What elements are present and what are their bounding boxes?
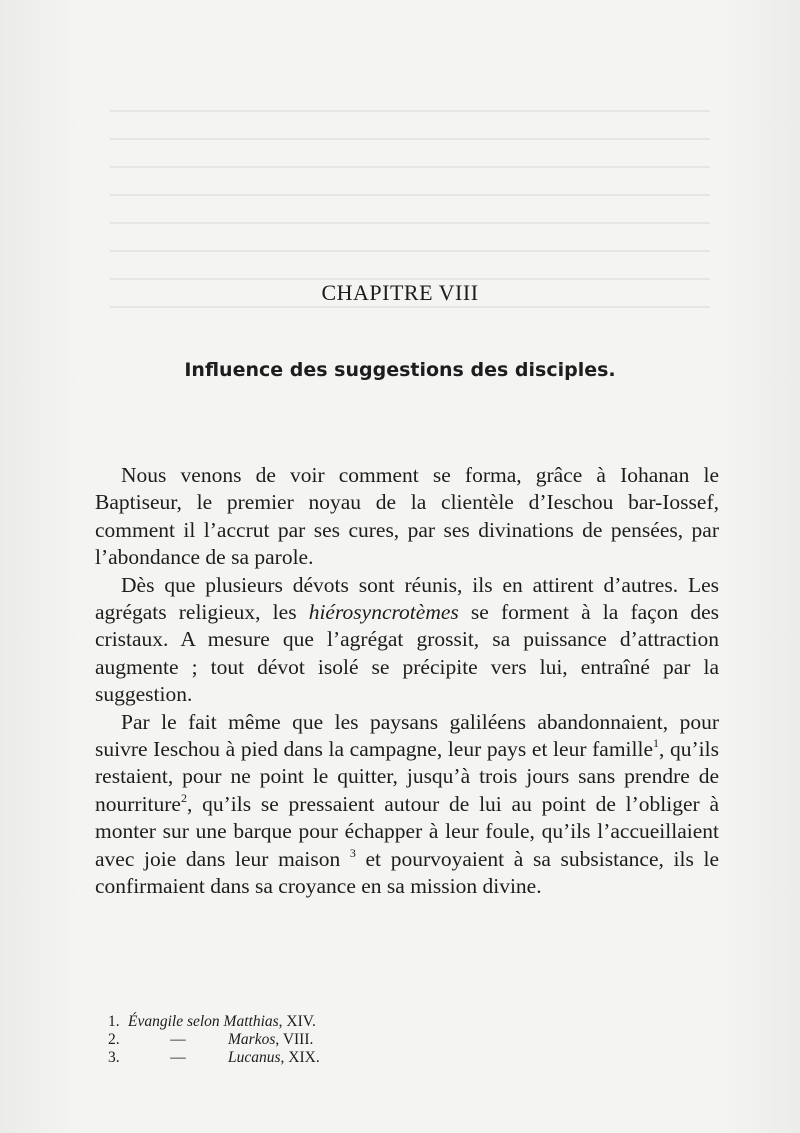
chapter-heading: CHAPITRE VIII: [321, 280, 479, 305]
paragraph-1: Nous venons de voir comment se forma, grâce à Iohanan le Baptiseur, le premier noyau de la clientèle d’Ieschou bar-Iossef, comment il l’accrut par ses cures, par ses divinations de pensées, par l’abondance de sa parole.: [95, 463, 719, 570]
ditto-dash: —: [170, 1031, 186, 1048]
footnote-ref-3: 3: [349, 845, 356, 860]
footnote-2: [108, 1031, 408, 1049]
paragraph-3-text-c: , qu’ils se pressaient autour de lui au point de l’obliger à monter sur une barque pour échapper à leur foule, qu’ils l’accueillaient avec joie dans leur maison: [95, 791, 719, 871]
paragraph-2-text-a: Dès que plusieurs dévots sont réunis, ils en attirent d’autres. Les agrégats religieux, les: [95, 572, 719, 625]
footnote-ref-2: 2: [180, 790, 187, 805]
footnote-source: Lucanus: [228, 1049, 281, 1066]
footnote-ref-1: 1: [653, 735, 660, 750]
footnote-source: Markos: [228, 1031, 276, 1048]
paragraph-2: [95, 572, 719, 709]
footnote-reference: , XIX.: [280, 1049, 320, 1066]
footnote-number: 3.: [108, 1049, 120, 1066]
footnote-number: 2.: [108, 1031, 120, 1048]
footnote-3: [108, 1049, 408, 1067]
footnote-source: Évangile selon Matthias: [128, 1013, 279, 1030]
footnotes: [108, 1013, 408, 1067]
paragraph-2-italic-term: hiérosyncrotèmes: [308, 600, 459, 625]
paragraph-3-text-b: , qu’ils restaient, pour ne point le quitter, jusqu’à trois jours sans prendre de nourriture: [95, 737, 719, 816]
footnote-1: [108, 1013, 408, 1031]
paragraph-2-text-b: se forment à la façon des cristaux. A mesure que l’agrégat grossit, sa puissance d’attraction augmente ; tout dévot isolé se précipite vers lui, entraîné par la suggestion.: [95, 600, 719, 707]
body-text: [95, 462, 719, 901]
paragraph-3-text-a: Par le fait même que les paysans galiléens abandonnaient, pour suivre Ieschou à pied dans la campagne, leur pays et leur famille: [95, 709, 719, 762]
footnote-reference: , XIV.: [278, 1013, 316, 1030]
footnote-reference: , VIII.: [275, 1031, 314, 1048]
footnote-number: 1.: [108, 1013, 120, 1030]
paragraph-3-text-d: et pourvoyaient à sa subsistance, ils le confirmaient dans sa croyance en sa mission divine.: [95, 846, 720, 899]
chapter-subtitle: Influence des suggestions des disciples.: [184, 359, 616, 381]
ditto-dash: —: [170, 1049, 186, 1066]
paragraph-3: [95, 709, 719, 901]
